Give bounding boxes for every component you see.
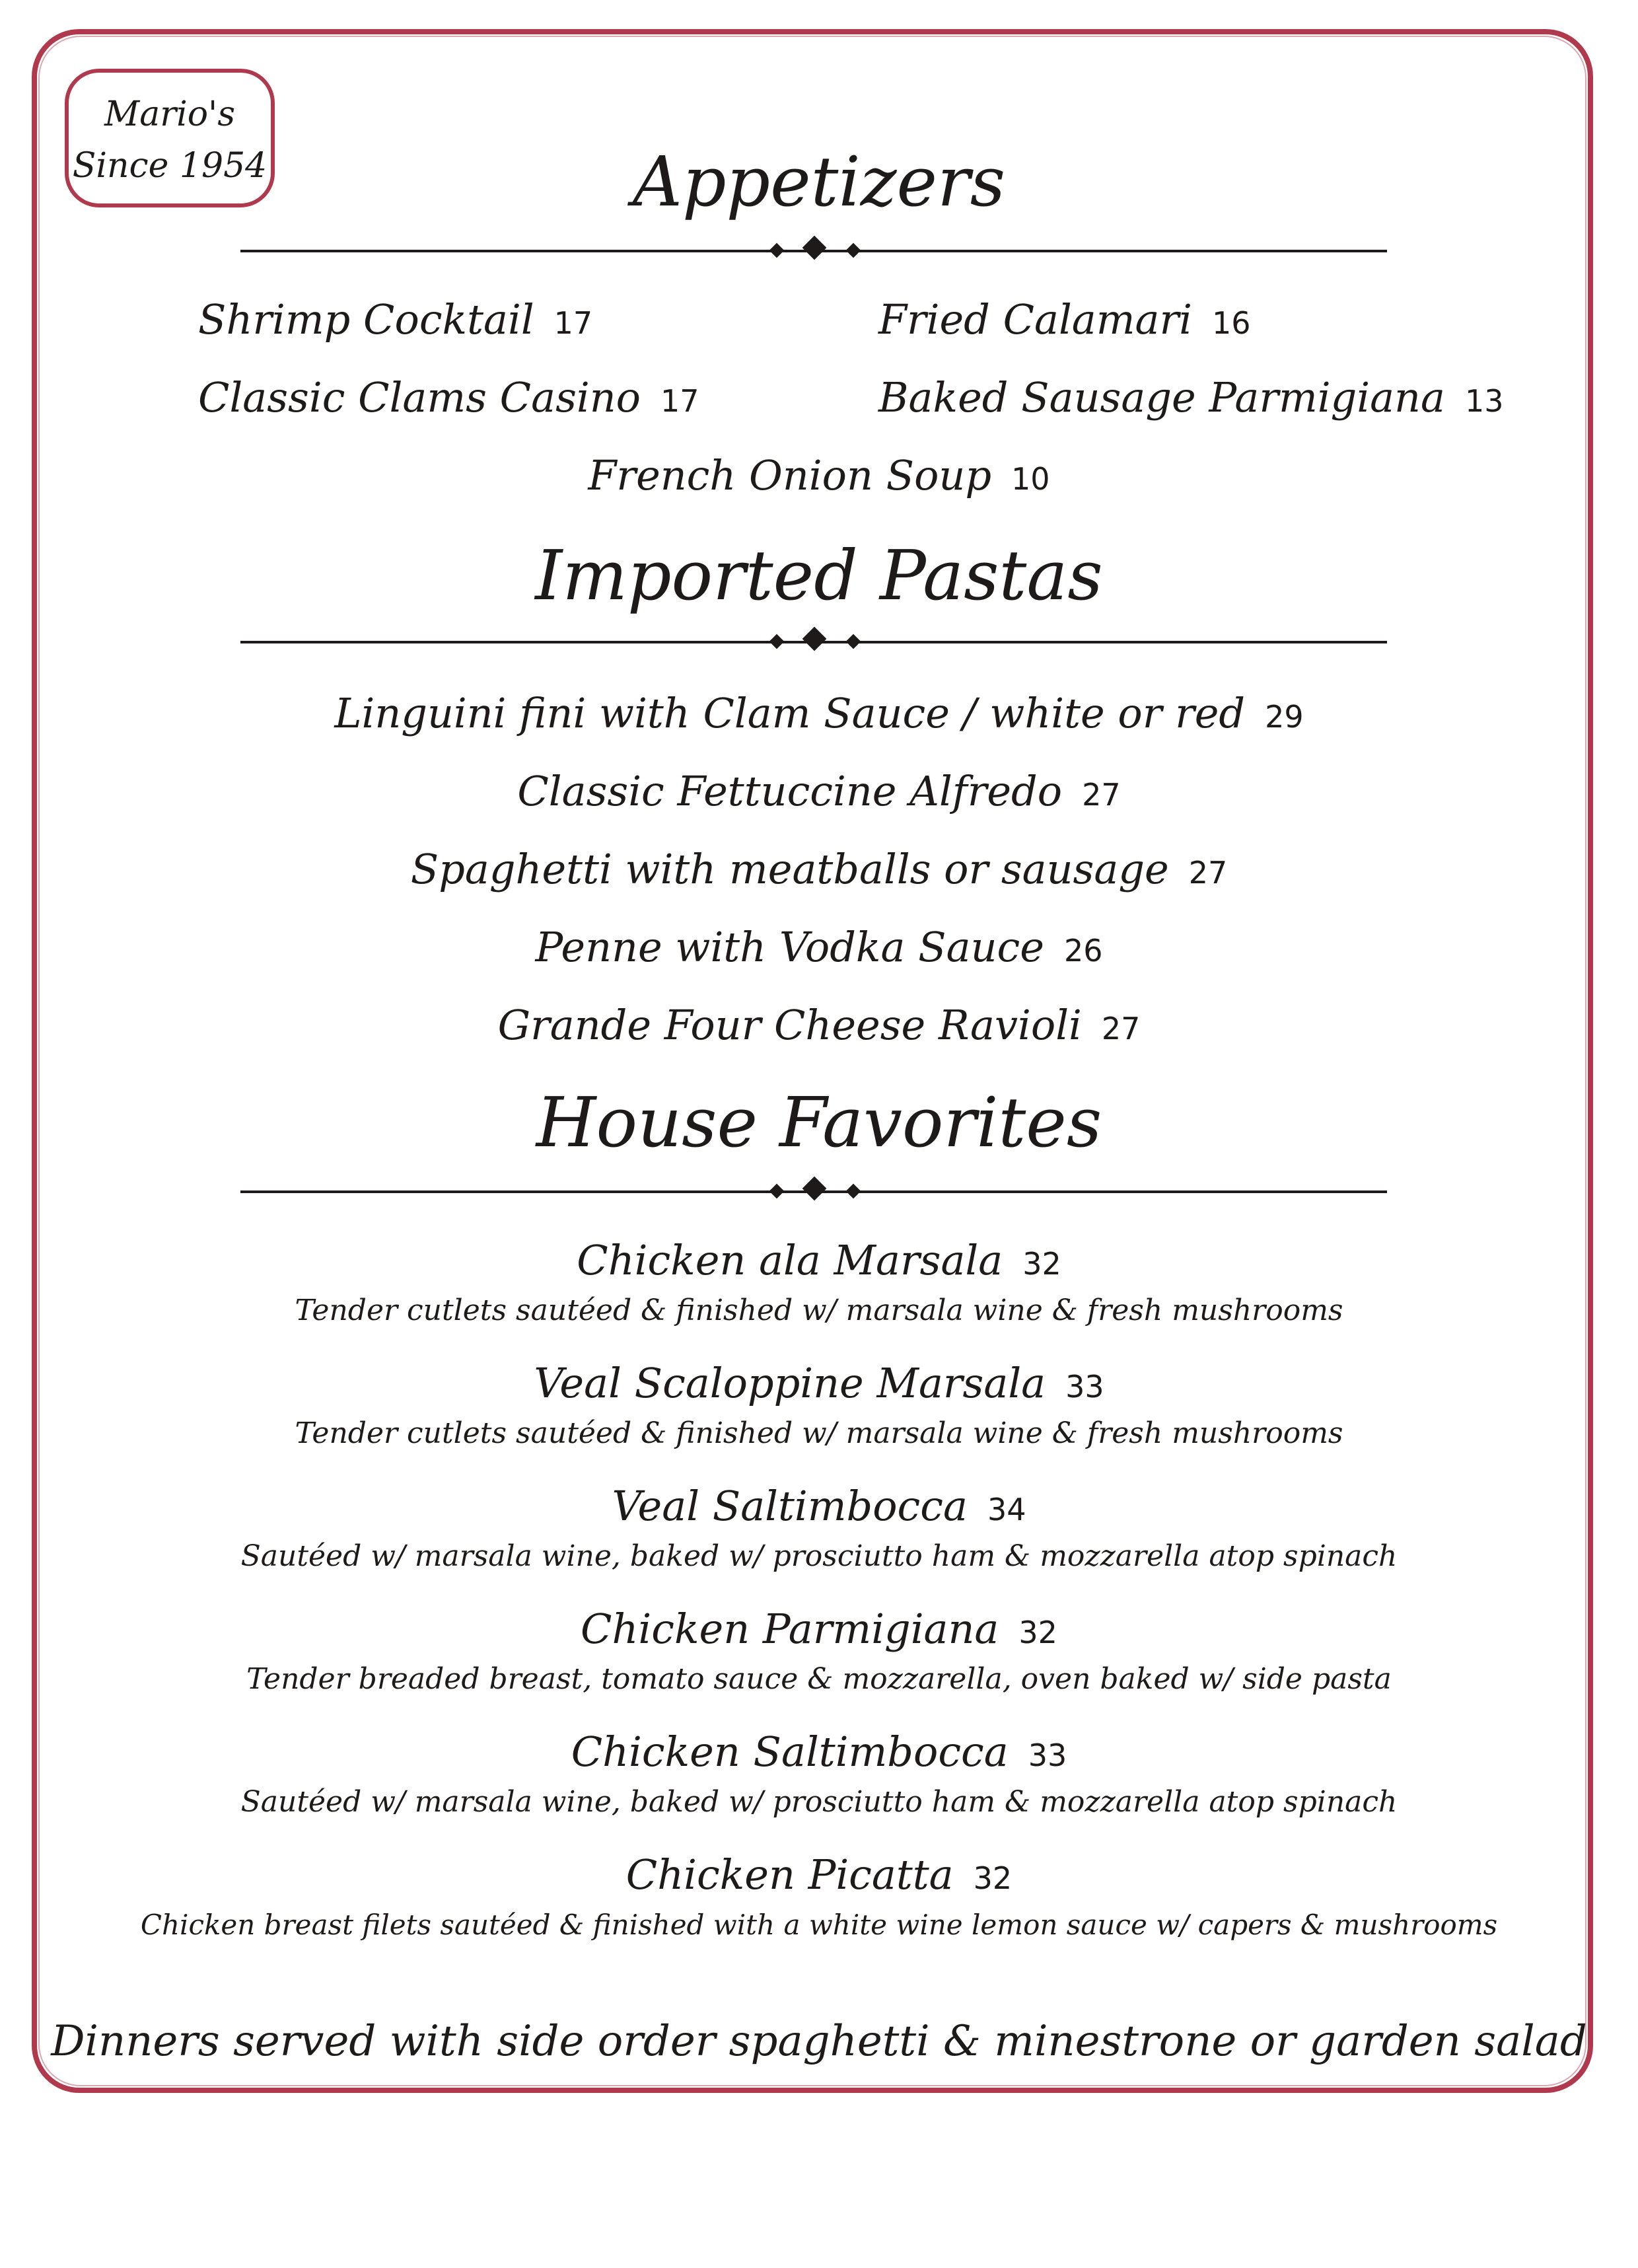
menu-item: [0, 449, 1638, 505]
section-divider: [240, 629, 1387, 655]
item-price: 27: [1101, 1011, 1141, 1046]
item-name: Classic Fettuccine Alfredo: [517, 767, 1063, 815]
menu-item: [0, 1603, 1638, 1659]
badge-since: Since 1954: [72, 146, 267, 186]
item-price: 27: [1082, 777, 1121, 813]
item-description: Sautéed w/ marsala wine, baked w/ prosciutto ham & mozzarella atop spinach: [240, 1785, 1398, 1819]
item-name: Penne with Vodka Sauce: [535, 923, 1044, 971]
item-price: 10: [1011, 461, 1050, 497]
item-price: 34: [987, 1492, 1026, 1527]
item-price: 17: [553, 305, 593, 341]
item-price: 27: [1188, 855, 1228, 891]
item-name: Shrimp Cocktail: [198, 295, 534, 344]
menu-item: [0, 1357, 1638, 1413]
item-description: Tender cutlets sautéed & finished w/ marsala wine & fresh mushrooms: [295, 1294, 1343, 1327]
item-name: Veal Saltimbocca: [612, 1482, 968, 1530]
menu-item: [0, 999, 1638, 1055]
dinner-note: Dinners served with side order spaghetti & minestrone or garden salad: [51, 2017, 1587, 2066]
item-price: 16: [1212, 305, 1251, 341]
item-name: Linguini fini with Clam Sauce / white or red: [334, 689, 1246, 737]
badge-name: Mario's: [104, 94, 236, 134]
item-price: 32: [973, 1860, 1013, 1896]
item-name: Baked Sausage Parmigiana: [878, 373, 1445, 421]
item-name: Chicken Parmigiana: [581, 1605, 999, 1653]
item-price: 33: [1065, 1369, 1104, 1405]
menu-item: [878, 371, 1504, 427]
item-price: 26: [1063, 933, 1103, 969]
item-description: Chicken breast filets sautéed & finished with a white wine lemon sauce w/ capers & mushrooms: [140, 1909, 1498, 1941]
menu-item: [0, 1480, 1638, 1536]
item-description: Tender breaded breast, tomato sauce & mozzarella, oven baked w/ side pasta: [246, 1662, 1392, 1696]
menu-item: [0, 1726, 1638, 1782]
item-name: Chicken ala Marsala: [577, 1236, 1003, 1284]
item-name: Veal Scaloppine Marsala: [534, 1359, 1046, 1407]
menu-item: [198, 371, 699, 427]
item-price: 13: [1464, 383, 1504, 419]
menu-item: [0, 1234, 1638, 1290]
item-name: Spaghetti with meatballs or sausage: [410, 845, 1169, 893]
favorites-heading: House Favorites: [536, 1082, 1102, 1163]
section-divider: [240, 1179, 1387, 1205]
item-name: Fried Calamari: [878, 295, 1192, 344]
menu-item: [198, 293, 592, 349]
menu-item: [0, 843, 1638, 899]
item-price: 17: [660, 383, 699, 419]
item-name: French Onion Soup: [588, 451, 992, 499]
item-description: Tender cutlets sautéed & finished w/ marsala wine & fresh mushrooms: [295, 1416, 1343, 1450]
item-name: Grande Four Cheese Ravioli: [497, 1001, 1082, 1049]
item-name: Chicken Picatta: [625, 1850, 954, 1899]
menu-item: [0, 687, 1638, 743]
item-price: 33: [1028, 1738, 1067, 1773]
menu-item: [0, 765, 1638, 821]
appetizers-heading: Appetizers: [632, 141, 1006, 222]
item-price: 32: [1022, 1246, 1061, 1282]
menu-item: [0, 921, 1638, 977]
item-price: 32: [1018, 1615, 1057, 1650]
section-divider: [240, 238, 1387, 264]
item-name: Classic Clams Casino: [198, 373, 641, 421]
menu-item: [0, 1848, 1638, 1905]
item-description: Sautéed w/ marsala wine, baked w/ prosciutto ham & mozzarella atop spinach: [240, 1539, 1398, 1573]
menu-item: [878, 293, 1251, 349]
item-price: 29: [1265, 699, 1304, 735]
pastas-heading: Imported Pastas: [535, 535, 1103, 616]
item-name: Chicken Saltimbocca: [571, 1728, 1009, 1776]
